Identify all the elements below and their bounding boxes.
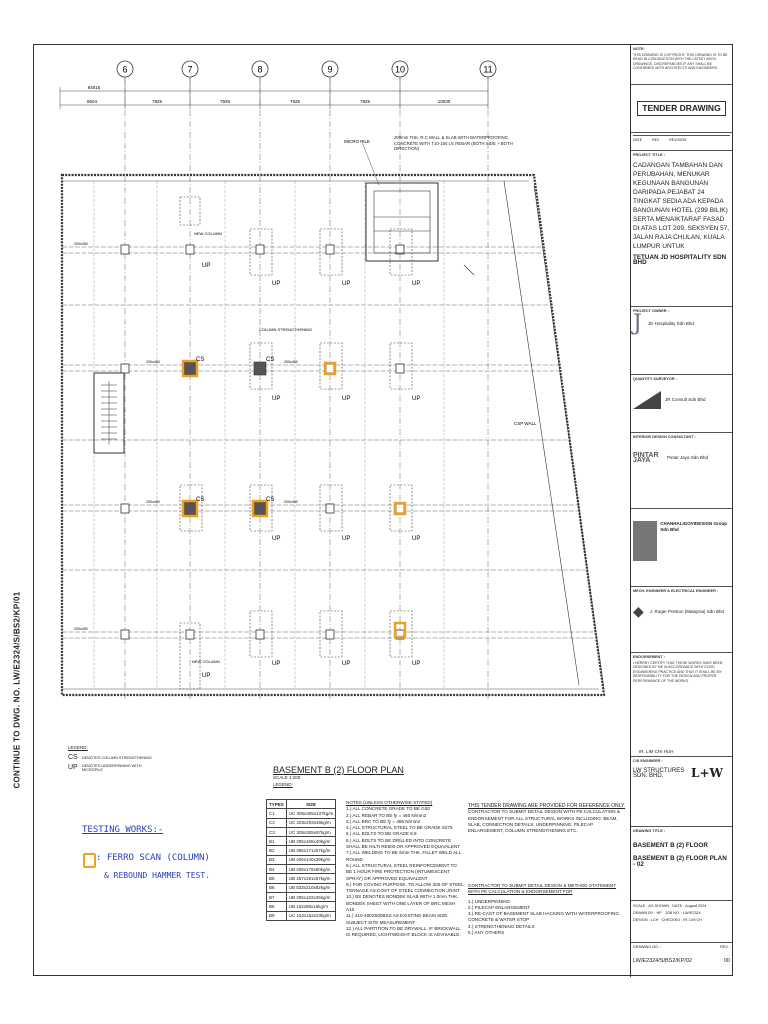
method-note-title: CONTRACTOR TO SUBMIT DETAIL DESIGN & METHOD STATEMENT WITH PE CALCULATION & ENDORSEMENT FOR [468, 883, 617, 895]
continuation-text: CONTINUE TO DWG. NO. LW/E2324/S/BS2/KP/01 [12, 591, 22, 789]
tb-note-label: NOTE: [633, 47, 645, 51]
grid-bubble-8 [252, 61, 268, 77]
table-row [267, 846, 336, 855]
plan-title: BASEMENT B (2) FLOOR PLAN [273, 765, 404, 775]
drawn-label: DRAWN BY : [633, 911, 656, 915]
drawing-sheet [12, 44, 733, 976]
size-cell: UB 406x140x39kg/m [286, 855, 336, 864]
grid-label: 6 [122, 64, 128, 75]
design-label: DESIGN : [633, 918, 650, 922]
size-cell: UB 533x210x82kg/m [286, 883, 336, 892]
type-cell: C1 [267, 809, 287, 818]
csp-wall-lines [464, 181, 604, 690]
beam-label: 200x450 [146, 360, 160, 364]
tb-qs [631, 375, 732, 433]
note-item: 11.) 210-480X500BSS AS EXISTING BEAM SIZE. SUBJECT SITE MEASUREMENT [346, 913, 449, 925]
staircase [94, 373, 124, 453]
tender-note-body: CONTRACTOR TO SUBMIT DETAIL DESIGN WITH PE CALCULATION & ENDORSEMENT FOR ALL STRUCTURAL WORKS INCLUDING: BEAM, SLAB, CONNECTION DETAILS, UNDERPINNING, PILECAP ENLARGEMENT, COLUMN STRENGTHENING ETC. [468, 809, 620, 834]
architect-name: CHANHALIGOVIDESIGN Group Sdn Bhd [660, 521, 727, 532]
grid-label: 11 [483, 64, 493, 75]
up-marker: UP [272, 396, 281, 402]
architect-logo-icon [633, 521, 657, 561]
tb-endorsement [631, 653, 732, 757]
grid-bubble-11 [480, 61, 496, 77]
up-marker: UP [412, 661, 421, 667]
size-cell: UB 356x171x57kg/m [286, 846, 336, 855]
grid-label: 9 [327, 64, 333, 75]
size-cell: UC 305x305x97kg/m [286, 827, 336, 836]
up-marker: UP [272, 281, 281, 287]
method-item: 4.) STRENGTHENING DETAILS [468, 923, 535, 929]
handwritten-rebound-test: & REBOUND HAMMER TEST. [104, 871, 210, 880]
tb-structural-engineer [631, 757, 732, 827]
legend-up-desc: DENOTES UNDERPINNING WITH MICROPILE [82, 764, 142, 772]
up-marker: UP [342, 396, 351, 402]
note-item: 8.) ALL STRUCTURAL STEEL REINFORCEMENT TO BE 1 HOUR FIRE PROTECTION (INTUMESCENT SPRAY) OR APPROVED EQUIVALENT [346, 862, 457, 881]
tender-drawing-label: TENDER DRAWING [637, 101, 725, 117]
date-label: DATE : [672, 904, 685, 908]
size-cell: UB 152x89x16kg/m [286, 902, 336, 911]
legend [68, 745, 168, 772]
dim-text: 7925 [359, 99, 371, 104]
id-name: Pintar Jaya Sdn Bhd [667, 455, 709, 461]
type-cell: B4 [267, 865, 287, 874]
note-item: 1.) ALL CONCRETE GRADE TO BE G30 [346, 806, 430, 812]
scale-value: AS SHOWN [648, 904, 670, 908]
table-row [267, 892, 336, 901]
me-label: MECH. ENGINEER & ELECTRICAL ENGINEER : [633, 589, 719, 593]
new-column-label: NEW COLUMN [194, 231, 222, 236]
beam-label: 200x450 [284, 360, 298, 364]
legend-up-code: UP [68, 764, 78, 771]
drawing-title-label: DRAWING TITLE : [633, 829, 666, 833]
qs-label: QUANTITY SURVEYOR : [633, 377, 677, 381]
endorse-label: ENDORSEMENT : [633, 655, 665, 659]
size-cell: UC 305x305x137kg/m [286, 809, 336, 818]
dim-text: 10030 [437, 99, 451, 104]
tb-interior [631, 433, 732, 509]
plan-legend-label: LEGEND: [273, 782, 293, 787]
up-marker: UP [202, 673, 211, 679]
note-item: 4.) ALL STRUCTURAL STEEL TO BE GRADE S275 [346, 825, 453, 831]
type-cell: C2 [267, 818, 287, 827]
tb-tender [631, 85, 732, 133]
tb-info [631, 901, 732, 943]
table-row [267, 855, 336, 864]
legend-title: LEGEND: [68, 745, 88, 750]
dwg-no-value: LW/E2324/S/BS2/KP/02 [633, 957, 692, 964]
note-item: 5.) ALL BOLTS TO BE GRADE 8.8 [346, 831, 417, 837]
secondary-beams [94, 181, 444, 689]
tb-note [631, 45, 732, 85]
table-row [267, 902, 336, 911]
rev-header-revision: REVISION [669, 138, 687, 142]
note-item: 10.) BS DENOTES BONDEK SLAB WITH 1.0mm THK. BONDEK SHEET WITH ONE LAYER OF BRC MESH A10 [346, 894, 459, 913]
grid-label: 7 [187, 64, 193, 75]
types-header: TYPES [267, 800, 287, 809]
id-label: INTERIOR DESIGN CONSULTANT : [633, 435, 696, 439]
tb-drawing-title [631, 827, 732, 901]
up-marker: UP [272, 536, 281, 542]
legend-cs-code: CS [68, 754, 78, 761]
grid-lines-vertical [125, 77, 488, 700]
table-row [267, 865, 336, 874]
grid-label: 10 [394, 64, 406, 75]
note-item: 7.) ALL WELDING TO BE 6mm THK. FILLET WELD ALL ROUND [346, 850, 461, 862]
owner-label: PROJECT OWNER : [633, 309, 669, 313]
tb-revision [631, 133, 732, 151]
note-item: 6.) ALL BOLTS TO BE DRILLED INTO CONCRETE SHALL BE HILTI RE500 OR APPROVED EQUIVALENT [346, 837, 461, 850]
csp-wall-label: CSP WALL [514, 421, 537, 426]
grid-bubble-9 [322, 61, 338, 77]
size-cell: UB 457x191x67kg/m [286, 874, 336, 883]
size-cell: UB 406x178x60kg/m [286, 865, 336, 874]
method-note [468, 883, 628, 936]
size-cell: UC 152x152x23kg/m [286, 911, 336, 920]
date-value: August 2024 [685, 904, 707, 908]
beam-label: 200x450 [284, 500, 298, 504]
up-marker: UP [342, 281, 351, 287]
tb-architect [631, 509, 732, 587]
plan-scale: SCALE 1:200 [273, 775, 301, 780]
size-header: SIZE [286, 800, 336, 809]
size-cell: UB 305x102x25kg/m [286, 892, 336, 901]
tb-me [631, 587, 732, 653]
checked-value: IR. LIM CH [683, 918, 703, 922]
rev-header-date: DATE [633, 138, 643, 142]
dim-text: 7925 [219, 99, 231, 104]
pintar-jaya-logo: PINTAR JAYA [633, 451, 659, 464]
qs-name: JR Consult Sdn Bhd [665, 396, 706, 402]
note-item: 2.) ALL REBAR TO BE fy = 460 N/mm2 [346, 812, 427, 818]
pilecaps [180, 197, 412, 689]
type-cell: B7 [267, 892, 287, 901]
note-item: 3.) ALL BRC TO BE fy = 485 N/mm2 [346, 818, 421, 824]
type-cell: B6 [267, 883, 287, 892]
beam-label: 200x450 [146, 500, 160, 504]
method-item: 1.) UNDERPINNING [468, 898, 511, 904]
grid-bubble-7 [182, 61, 198, 77]
grid-bubble-10 [392, 61, 408, 77]
checked-label: CHECKED : [661, 918, 683, 922]
method-item: 5.) ANY OTHERS [468, 930, 505, 936]
tender-note [468, 803, 628, 834]
table-row [267, 874, 336, 883]
method-item: 3.) RE-CAST OF BASEMENT SLAB HACKING WITH WATERPROOFING CONCRETE & WATER STOP [468, 911, 619, 923]
cs-marker: CS [266, 497, 275, 503]
drawn-value: HP [656, 911, 662, 915]
dim-text: 7925 [289, 99, 301, 104]
notes-title: NOTES (UNLESS OTHERWISE STATED) [346, 800, 433, 805]
drawing-title-2: BASEMENT B (2) FLOOR PLAN - 02 [633, 855, 727, 868]
beam-label: 200x450 [74, 627, 88, 631]
scale-label: SCALE : [633, 904, 648, 908]
cs-marker: CS [196, 357, 205, 363]
steel-types-table [266, 799, 336, 921]
project-title: CADANGAN TAMBAHAN DAN PERUBAHAN, MENUKAR KEGUNAAN BANGUNAN DARIPADA PEJABAT 24 TINGKAT SEDIA ADA KEPADA BANGUNAN HOTEL (299 BILIK) SERTA MENAIKTARAF FASAD DI ATAS LOT 209, SEKSYEN 57, JALAN RAJA CHULAN, KUALA LUMPUR UNTUK [633, 161, 730, 250]
up-marker: UP [342, 536, 351, 542]
table-row [267, 809, 336, 818]
notes [346, 800, 464, 939]
wall-note-text: 200mm THK. R.C WALL & SLAB WITH WATERPROOFING CONCRETE WITH T10-150 c/c REBAR (BOTH SIDE + BOTH DIRECTION) [394, 135, 513, 151]
tb-project [631, 151, 732, 307]
grid-bubble-6 [117, 61, 133, 77]
drawing-title-1: BASEMENT B (2) FLOOR [633, 841, 708, 849]
continuation-label [4, 565, 30, 815]
se-name: LW STRUCTURES SDN. BHD. [633, 767, 685, 779]
plan-title-block [273, 765, 404, 787]
ferro-scan-markers [183, 361, 405, 637]
type-cell: B9 [267, 911, 287, 920]
note-item: 9.) FOR COVING PURPOSE, TO ALLOW 300 OF STEEL TONNAGE AS COST OF STEEL CONNECTION JOINT [346, 881, 464, 894]
up-marker: UP [412, 536, 421, 542]
table-row [267, 911, 336, 920]
job-label: JOB NO. : [664, 911, 683, 915]
beam-lines [62, 247, 594, 638]
lw-logo: L+W [691, 766, 723, 781]
table-row [267, 818, 336, 827]
design-value: LCH [650, 918, 659, 922]
type-cell: B5 [267, 874, 287, 883]
owner-name: JD Hospitality Sdn Bhd [647, 320, 694, 326]
cs-marker: CS [196, 497, 205, 503]
client-name: TETUAN JD HOSPITALITY SDN BHD [633, 253, 727, 266]
method-item: 2.) PILECAP ENLARGEMENT [468, 904, 531, 910]
dim-total: 84015 [87, 85, 101, 90]
ferro-scan-legend-marker [83, 853, 96, 868]
column-strengthening-label: COLUMN STRENGTHENING [259, 327, 313, 332]
tb-drawing-no [631, 943, 732, 975]
micro-pile-label: MICRO PILE [344, 139, 371, 144]
dim-text: 8504 [86, 99, 98, 104]
tb-note-text: THIS DRAWING IS COPYRIGHT. THIS DRAWING IS TO BE READ IN CONJUNCTION WITH THE LATEST ARCH. DRAWINGS. DISCREPANCIES IF ANY SHALL BE CONFIRMED WITH ARCHITECTS AND ENGINEERS. [633, 52, 728, 70]
se-label: C/S ENGINEER : [633, 759, 663, 763]
up-marker: UP [272, 661, 281, 667]
qs-logo-icon [633, 391, 661, 409]
type-cell: B3 [267, 855, 287, 864]
dwg-no-label: DRAWING NO. : [633, 945, 662, 949]
new-column-label: NEW COLUMN [192, 659, 220, 664]
size-cell: UB 305x165x40kg/m [286, 837, 336, 846]
floor-plan-area [34, 45, 631, 977]
type-cell: B8 [267, 902, 287, 911]
dim-text: 7925 [151, 99, 163, 104]
rev-header-rev: REV [652, 138, 660, 142]
cs-marker: CS [266, 357, 275, 363]
project-title-label: PROJECT TITLE : [633, 153, 665, 157]
columns [121, 245, 404, 639]
tb-owner [631, 307, 732, 375]
jd-logo-icon: J [633, 310, 642, 336]
size-cell: UC 203x203x46kg/m [286, 818, 336, 827]
type-cell: C3 [267, 827, 287, 836]
rev-label: REV : [720, 945, 730, 949]
me-name: J. Roger Preston (Malaysia) Sdn Bhd [649, 608, 725, 614]
type-cell: B2 [267, 846, 287, 855]
tender-note-title: THIS TENDER DRAWING ARE PROVIDED FOR REFERENCE ONLY. [468, 803, 626, 809]
engineer-name: IR. LIM CHI HUH [639, 749, 674, 754]
up-marker: UP [412, 396, 421, 402]
rp-logo-icon: ◆ [633, 602, 644, 619]
job-value: LW/E2324 [683, 911, 701, 915]
wall-note [394, 135, 524, 159]
type-cell: B1 [267, 837, 287, 846]
legend-cs-desc: DENOTES COLUMN STRENGTHENING [82, 755, 152, 760]
note-item: 12.) ALL PARTITION TO BE DRYWALL. IF BRICKWALL IS REQUIRED, LIGHTWEIGHT BLOCK IS ADVISABLE. [346, 925, 461, 938]
title-block [631, 45, 732, 975]
beam-label: 200x450 [74, 242, 88, 246]
up-marker: UP [342, 661, 351, 667]
handwritten-ferro-scan: : FERRO SCAN (COLUMN) [96, 853, 210, 863]
table-row [267, 883, 336, 892]
table-row [267, 837, 336, 846]
dimension-lines [60, 77, 488, 109]
up-marker: UP [412, 281, 421, 287]
endorse-text: I HEREBY CERTIFY THAT THESE WORKS HAVE BEEN DESIGNED BY ME IN ACCORDANCE WITH GOOD ENGINEERING PRACTICE AND THAT IT SHALL BE MY RESPONSIBILITY FOR THE DESIGN AND PROPER PERFORMANCE OF THE WORKS. [633, 660, 723, 683]
up-marker: UP [202, 263, 211, 269]
handwritten-testing-title: TESTING WORKS:- [82, 825, 164, 835]
rev-value: 00 [723, 957, 730, 964]
table-row [267, 827, 336, 836]
grid-label: 8 [257, 64, 263, 75]
